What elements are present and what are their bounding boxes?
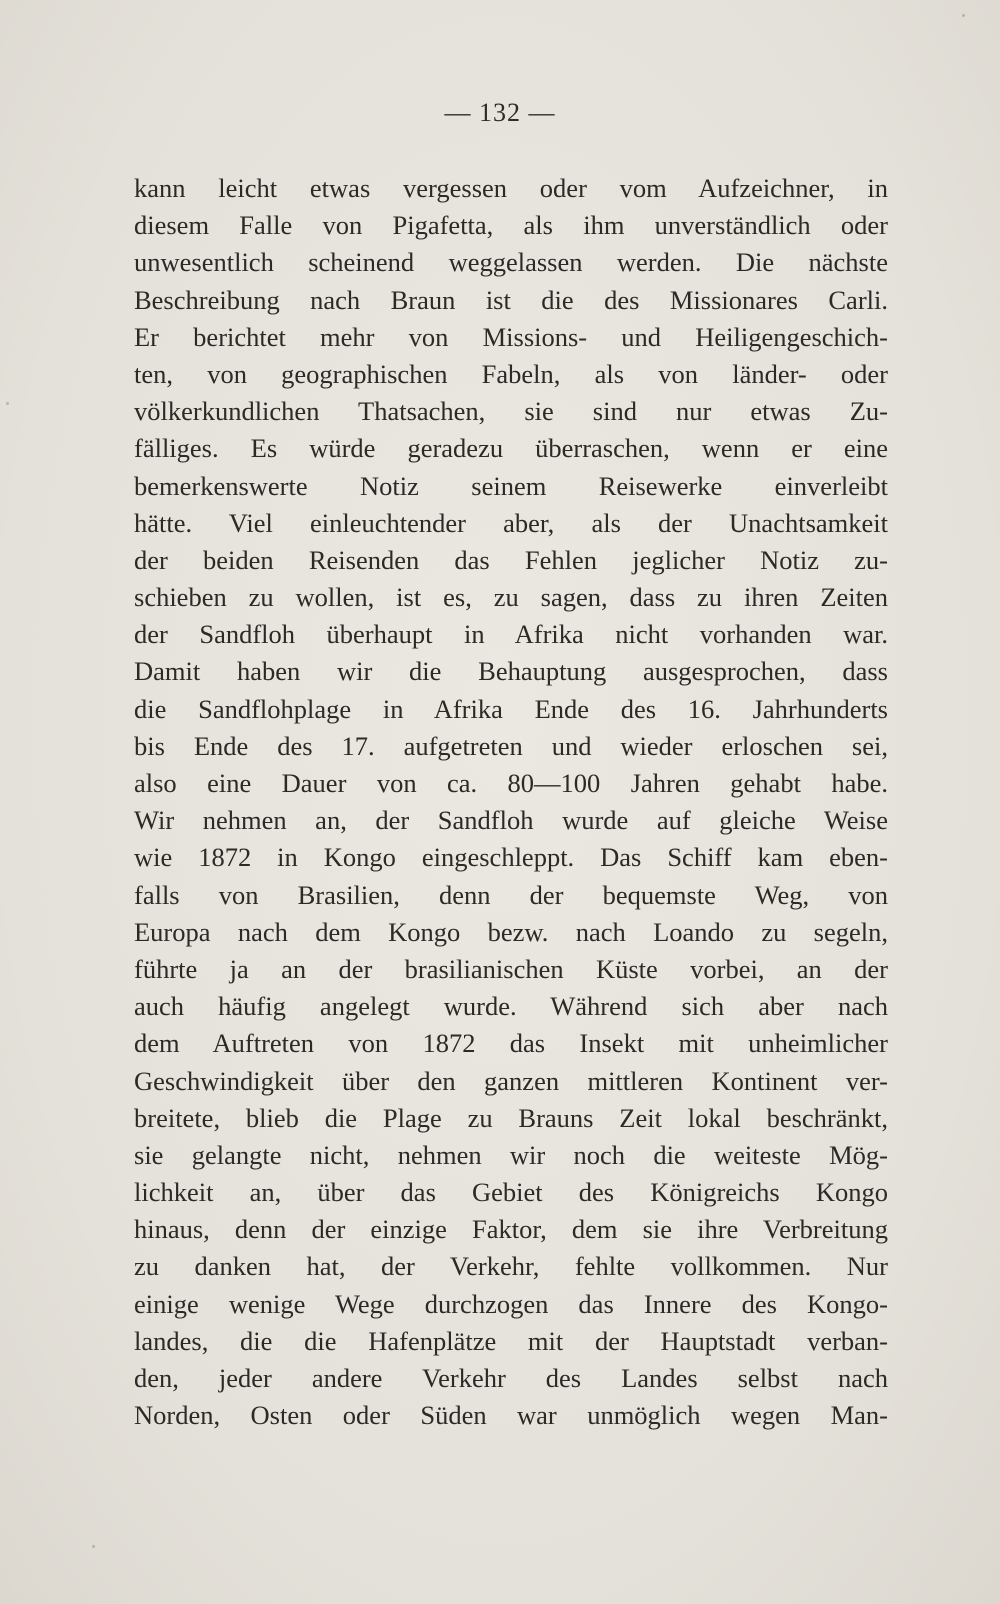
paper-speck [92, 1545, 95, 1548]
paper-speck [962, 14, 965, 17]
text-line: völkerkundlichen Thatsachen, sie sind nur etwas Zu- [134, 396, 888, 427]
text-line: lichkeit an, über das Gebiet des Königreichs Kongo [134, 1177, 888, 1208]
text-line: unwesentlich scheinend weggelassen werden. Die nächste [134, 247, 888, 278]
text-line: kann leicht etwas vergessen oder vom Aufzeichner, in [134, 173, 888, 203]
text-line: Europa nach dem Kongo bezw. nach Loando zu segeln, [134, 916, 888, 947]
text-line: Er berichtet mehr von Missions- und Heiligengeschich- [134, 321, 888, 352]
text-line: also eine Dauer von ca. 80—100 Jahren gehabt habe. [134, 768, 888, 798]
text-line: der Sandfloh überhaupt in Afrika nicht vorhanden war. [134, 619, 888, 650]
text-line: auch häufig angelegt wurde. Während sich aber nach [134, 991, 888, 1022]
text-line: ten, von geographischen Fabeln, als von länder- oder [134, 358, 888, 389]
text-line: hätte. Viel einleuchtender aber, als der Unachtsamkeit [134, 507, 888, 538]
text-line: den, jeder andere Verkehr des Landes selbst nach [134, 1363, 888, 1393]
text-line: der beiden Reisenden das Fehlen jeglicher Notiz zu- [134, 544, 888, 575]
text-line: Wir nehmen an, der Sandfloh wurde auf gleiche Weise [134, 805, 888, 836]
text-line: schieben zu wollen, ist es, zu sagen, dass zu ihren Zeiten [134, 582, 888, 613]
text-line: bis Ende des 17. aufgetreten und wieder erloschen sei, [134, 730, 888, 761]
text-line: Beschreibung nach Braun ist die des Missionares Carli. [134, 284, 888, 315]
text-line: dem Auftreten von 1872 das Insekt mit unheimlicher [134, 1028, 888, 1059]
text-line: zu danken hat, der Verkehr, fehlte vollkommen. Nur [134, 1251, 888, 1282]
paper-speck [6, 402, 9, 405]
text-line: einige wenige Wege durchzogen das Innere des Kongo- [134, 1288, 888, 1319]
text-line: die Sandflohplage in Afrika Ende des 16. Jahrhunderts [134, 693, 888, 724]
text-line: fälliges. Es würde geradezu überraschen, wenn er eine [134, 433, 888, 464]
text-line: diesem Falle von Pigafetta, als ihm unverständlich oder [134, 210, 888, 241]
text-line: hinaus, denn der einzige Faktor, dem sie ihre Verbreitung [134, 1214, 888, 1245]
text-line: bemerkenswerte Notiz seinem Reisewerke einverleibt [134, 470, 888, 501]
text-line: breitete, blieb die Plage zu Brauns Zeit lokal beschränkt, [134, 1102, 888, 1133]
body-text [134, 170, 888, 1434]
text-line: führte ja an der brasilianischen Küste vorbei, an der [134, 953, 888, 984]
page-number: — 132 — [444, 98, 556, 127]
text-line: landes, die die Hafenplätze mit der Hauptstadt verban- [134, 1325, 888, 1356]
text-line: wie 1872 in Kongo eingeschleppt. Das Schiff kam eben- [134, 842, 888, 873]
text-line: falls von Brasilien, denn der bequemste Weg, von [134, 879, 888, 910]
text-line: Damit haben wir die Behauptung ausgesprochen, dass [134, 656, 888, 687]
text-line: Geschwindigkeit über den ganzen mittleren Kontinent ver- [134, 1065, 888, 1096]
text-line: Norden, Osten oder Süden war unmöglich wegen Man- [134, 1400, 888, 1431]
text-line: sie gelangte nicht, nehmen wir noch die weiteste Mög- [134, 1139, 888, 1170]
